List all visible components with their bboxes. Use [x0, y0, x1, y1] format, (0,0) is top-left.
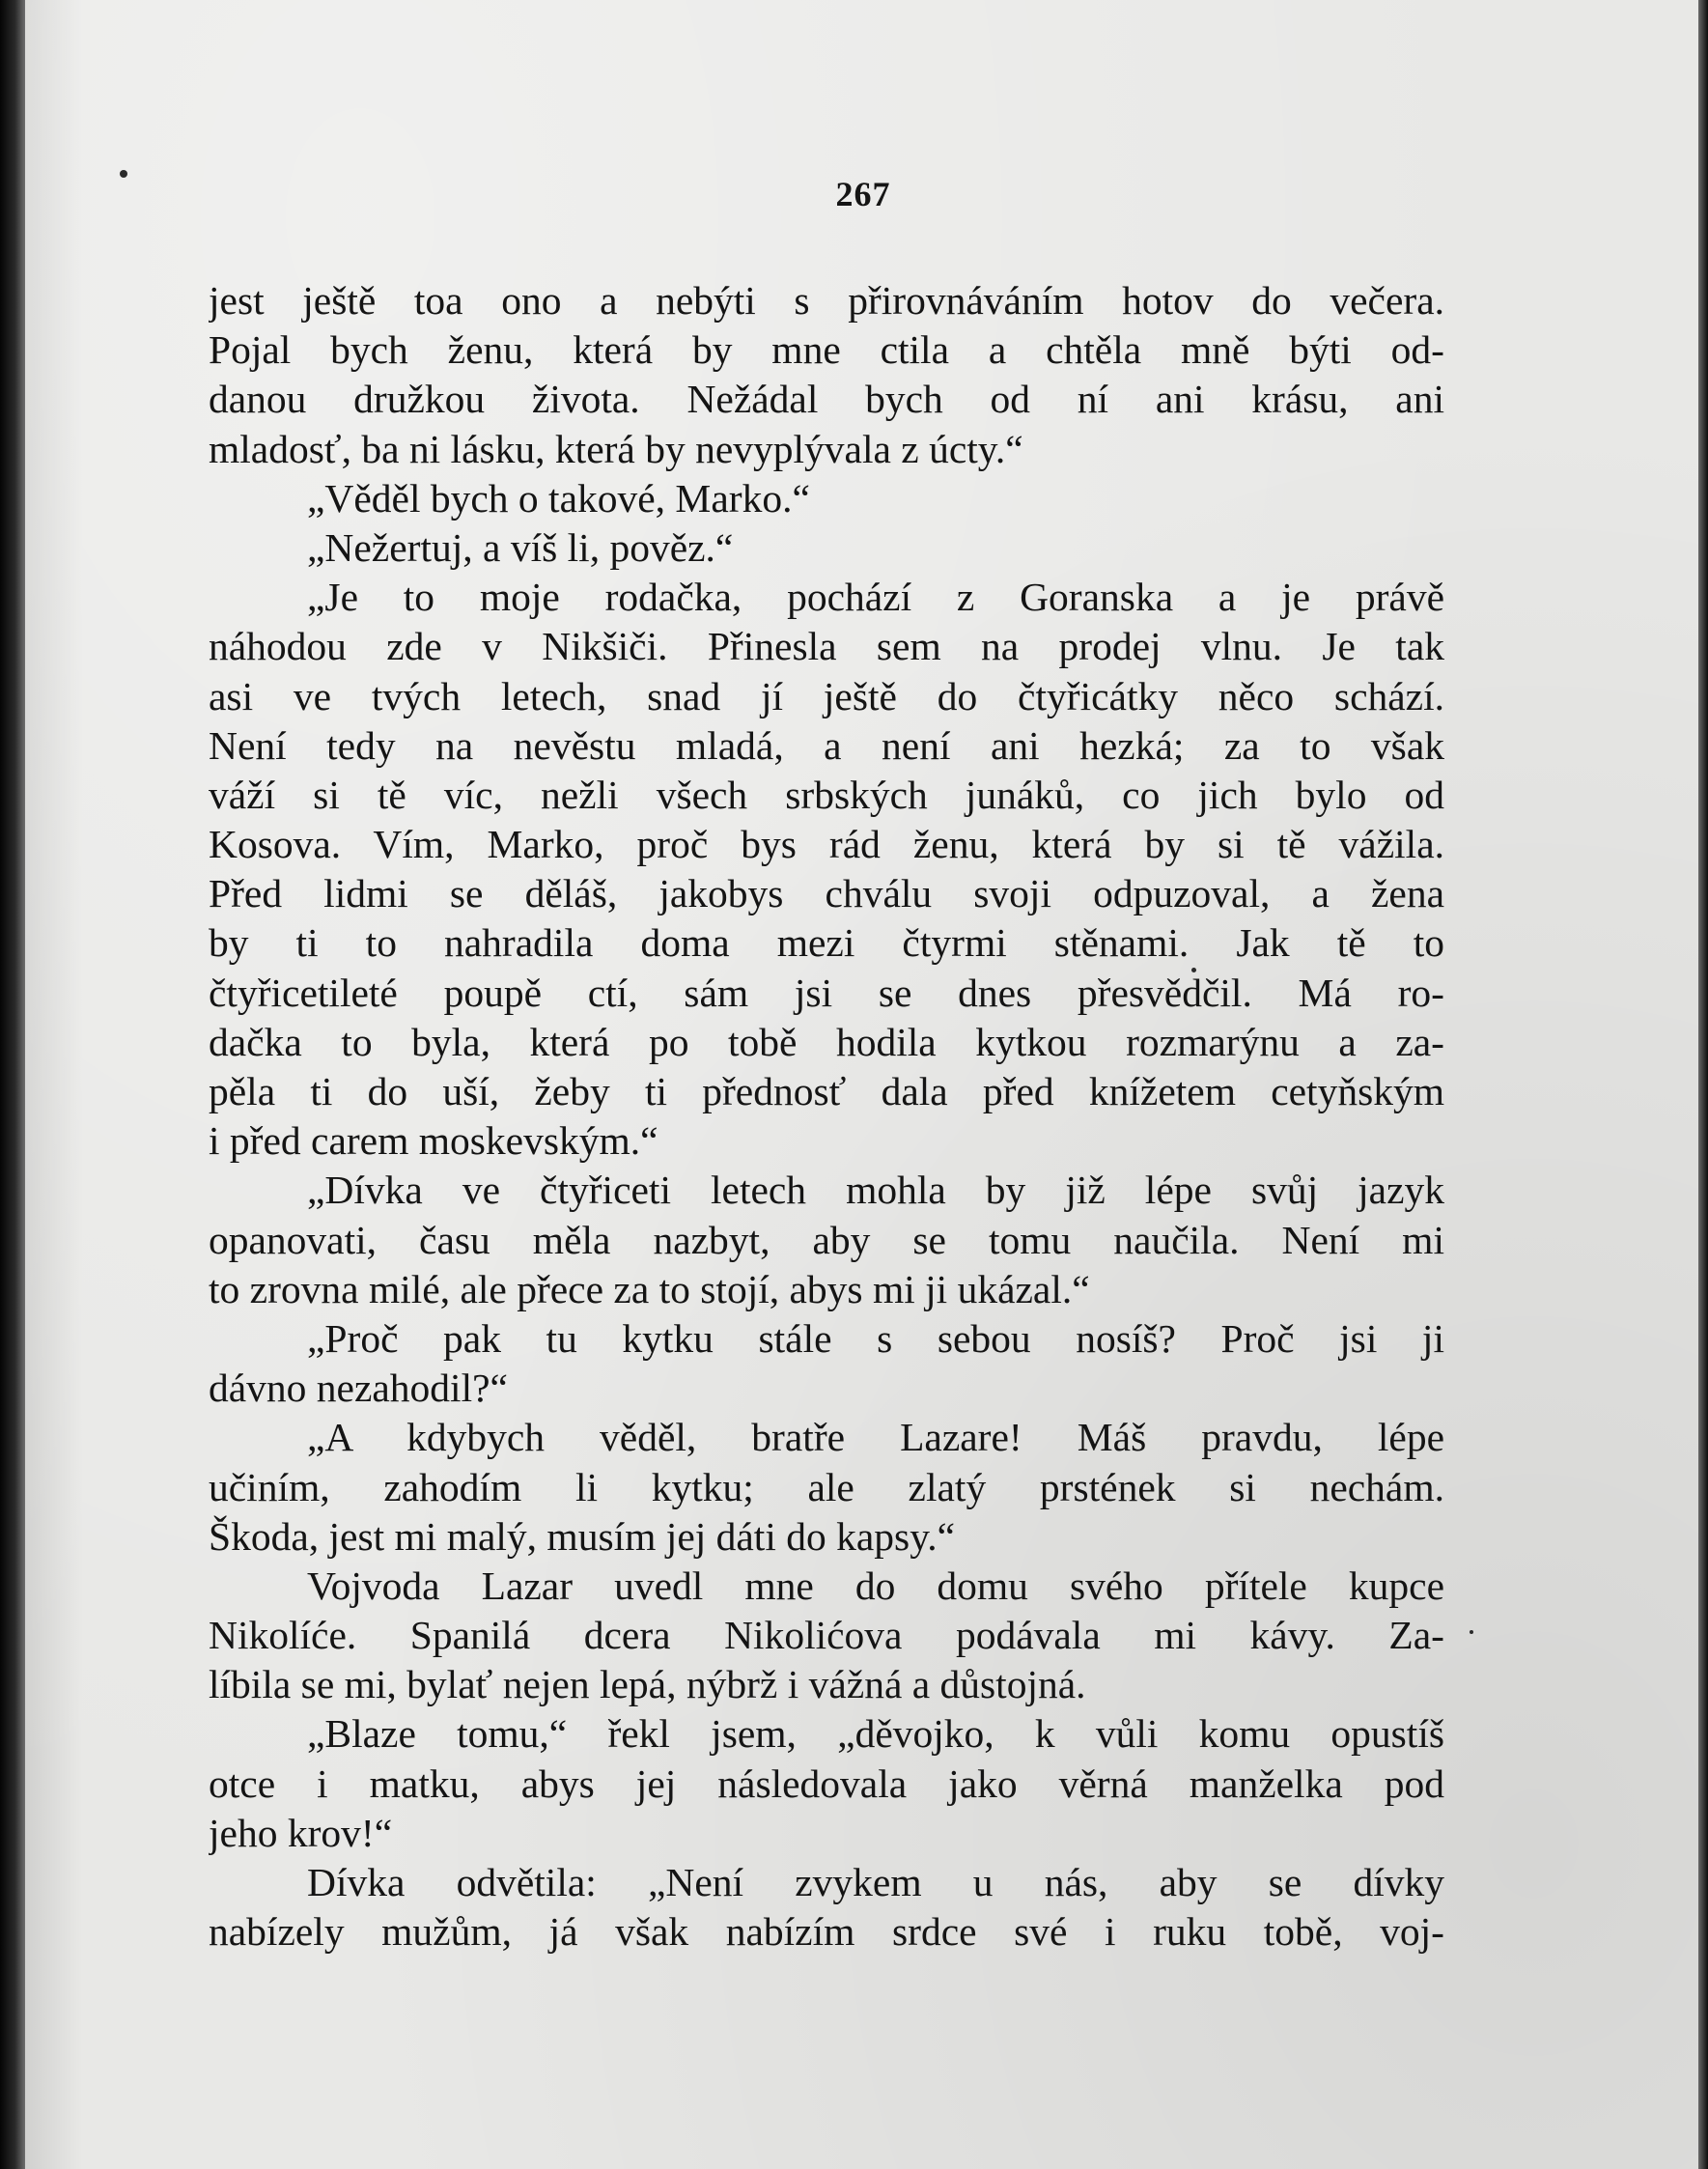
text-line: „Blaze tomu,“ řekl jsem, „děvojko, k vůli komu opustíš — [307, 1711, 1444, 1757]
text-line: danou družkou života. Nežádal bych od ní ani krásu, ani — [209, 377, 1444, 422]
text-line: Před lidmi se děláš, jakobys chválu svoji odpuzoval, a žena — [209, 871, 1444, 916]
text-line: učiním, zahodím li kytku; ale zlatý prstének si nechám. — [209, 1464, 1444, 1509]
text-line: Nikolíće. Spanilá dcera Nikolićova podávala mi kávy. Za- — [209, 1613, 1444, 1658]
text-line: „Dívka ve čtyřiceti letech mohla by již lépe svůj jazyk — [307, 1168, 1444, 1213]
text-line: Není tedy na nevěstu mladá, a není ani hezká; za to však — [209, 722, 1444, 768]
text-line: otce i matku, abys jej následovala jako věrná manželka pod — [209, 1761, 1444, 1806]
body-text — [209, 276, 1444, 1957]
text-line: to zrovna milé, ale přece za to stojí, abys mi ji ukázal.“ — [209, 1266, 1090, 1311]
text-line: „Proč pak tu kytku stále s sebou nosíš? Proč jsi ji — [307, 1315, 1444, 1361]
book-page — [25, 0, 1701, 2169]
text-line: Dívka odvětila: „Není zvykem u nás, aby se dívky — [307, 1860, 1444, 1904]
text-line: jeho krov!“ — [209, 1810, 393, 1855]
text-line: Kosova. Vím, Marko, proč bys rád ženu, která by si tě vážila. — [209, 822, 1444, 867]
page-number: 267 — [835, 175, 891, 213]
text-line: líbila se mi, bylať nejen lepá, nýbrž i vážná a důstojná. — [209, 1662, 1086, 1707]
text-line: Vojvoda Lazar uvedl mne do domu svého přítele kupce — [307, 1563, 1444, 1608]
text-line: Škoda, jest mi malý, musím jej dáti do kapsy.“ — [209, 1513, 956, 1559]
text-line: by ti to nahradila doma mezi čtyrmi stěnami. Jak tě to — [209, 920, 1444, 966]
text-line: „A kdybych věděl, bratře Lazare! Máš pravdu, lépe — [307, 1415, 1444, 1460]
text-line: Pojal bych ženu, která by mne ctila a chtěla mně býti od- — [209, 327, 1444, 373]
text-line: dávno nezahodil?“ — [209, 1366, 508, 1411]
scan-right-edge — [1698, 0, 1708, 2169]
text-line: mladosť, ba ni lásku, která by nevyplývala z úcty.“ — [209, 426, 1023, 471]
text-line: i před carem moskevským.“ — [209, 1118, 658, 1164]
text-line: „Nežertuj, a víš li, pověz.“ — [307, 524, 734, 570]
text-line: náhodou zde v Nikšiči. Přinesla sem na prodej vlnu. Je tak — [209, 624, 1444, 669]
text-line: pěla ti do uší, žeby ti přednosť dala před knížetem cetyňským — [209, 1069, 1444, 1113]
text-line: váží si tě víc, nežli všech srbských junáků, co jich bylo od — [209, 772, 1444, 817]
text-line: asi ve tvých letech, snad jí ještě do čtyřicátky něco schází. — [209, 673, 1444, 718]
text-line: „Věděl bych o takové, Marko.“ — [307, 475, 810, 521]
text-line: „Je to moje rodačka, pochází z Goranska a je právě — [307, 575, 1444, 620]
text-line: čtyřicetileté poupě ctí, sám jsi se dnes přesvědčil. Má ro- — [209, 970, 1444, 1015]
scan-left-edge — [0, 0, 25, 2169]
text-line: jest ještě toa ono a nebýti s přirovnáváním hotov do večera. — [209, 278, 1444, 323]
text-line: opanovati, času měla nazbyt, aby se tomu naučila. Není mi — [209, 1217, 1444, 1262]
text-line: dačka to byla, která po tobě hodila kytkou rozmarýnu a za- — [209, 1019, 1444, 1064]
text-line: nabízely mužům, já však nabízím srdce své i ruku tobě, voj- — [209, 1909, 1444, 1955]
scan-speck — [1470, 1630, 1473, 1634]
